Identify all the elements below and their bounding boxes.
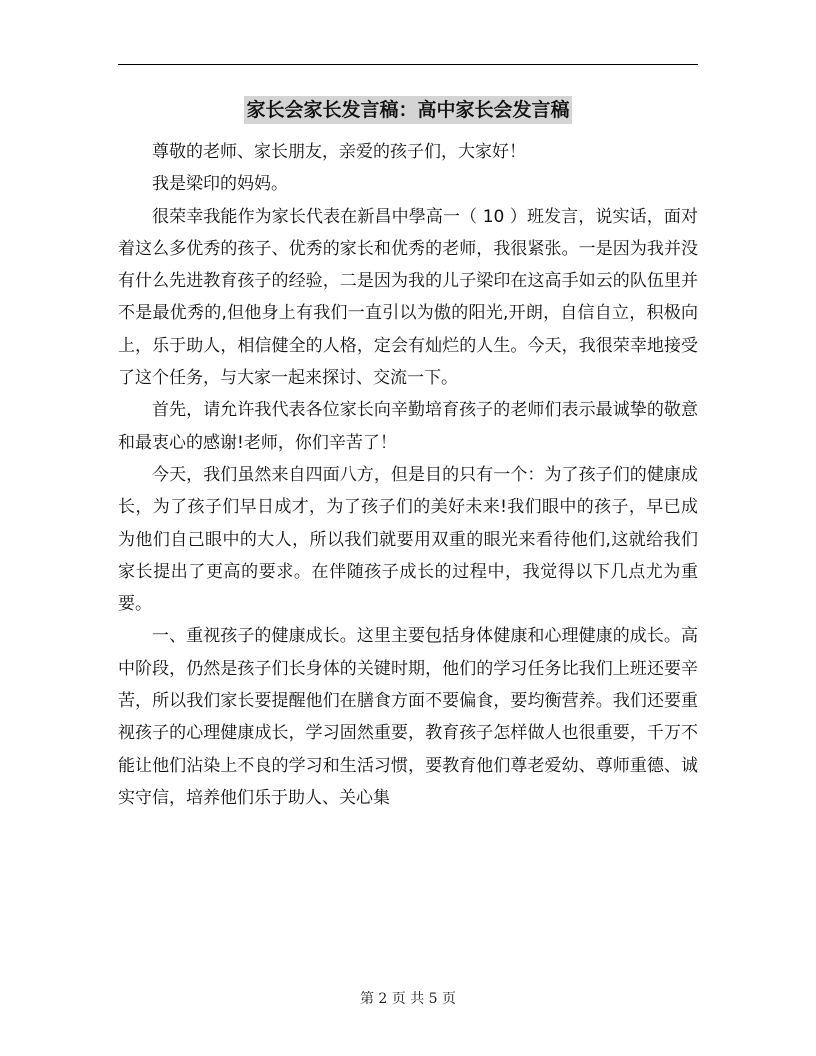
paragraph-purpose: 今天，我们虽然来自四面八方，但是目的只有一个：为了孩子们的健康成长，为了孩子们早日成才，为了孩子们的美好未来!我们眼中的孩子，早已成为他们自己眼中的大人，所以我们就要用双重的眼光来看待他们,这就给我们家长提出了更高的要求。在伴随孩子成长的过程中，我觉得以下几点尤为重要。 [118,464,698,615]
document-body [118,136,698,814]
title-container [0,96,816,124]
paragraph-greeting: 尊敬的老师、家长朋友，亲爱的孩子们，大家好！ [152,142,526,162]
page-footer: 第 2 页 共 5 页 [359,991,457,1007]
paragraph-point-one: 一、重视孩子的健康成长。这里主要包括身体健康和心理健康的成长。高中阶段，仍然是孩子们长身体的关键时期，他们的学习任务比我们上班还要辛苦，所以我们家长要提醒他们在膳食方面不要偏食，要均衡营养。我们还要重视孩子的心理健康成长，学习固然重要，教育孩子怎样做人也很重要，千万不能让他们沾染上不良的学习和生活习惯，要教育他们尊老爱幼、尊师重德、诚实守信，培养他们乐于助人、关心集 [118,626,698,808]
paragraph-thanks: 首先，请允许我代表各位家长向辛勤培育孩子的老师们表示最诚挚的敬意和最衷心的感谢!老师，你们辛苦了！ [118,400,698,453]
paragraph-opening: 很荣幸我能作为家长代表在新昌中學高一（ 10 ）班发言，说实话，面对着这么多优秀的孩子、优秀的家长和优秀的老师，我很紧张。一是因为我并没有什么先进教育孩子的经验，二是因为我的儿子梁印在这高手如云的队伍里并不是最优秀的,但他身上有我们一直引以为傲的阳光,开朗，自信自立，积极向上，乐于助人，相信健全的人格，定会有灿烂的人生。今天，我很荣幸地接受了这个任务，与大家一起来探讨、交流一下。 [118,206,698,389]
paragraph-introduction: 我是梁印的妈妈。 [152,174,288,195]
document-title: 家长会家长发言稿：高中家长会发言稿 [244,96,571,124]
header-rule [118,64,698,65]
